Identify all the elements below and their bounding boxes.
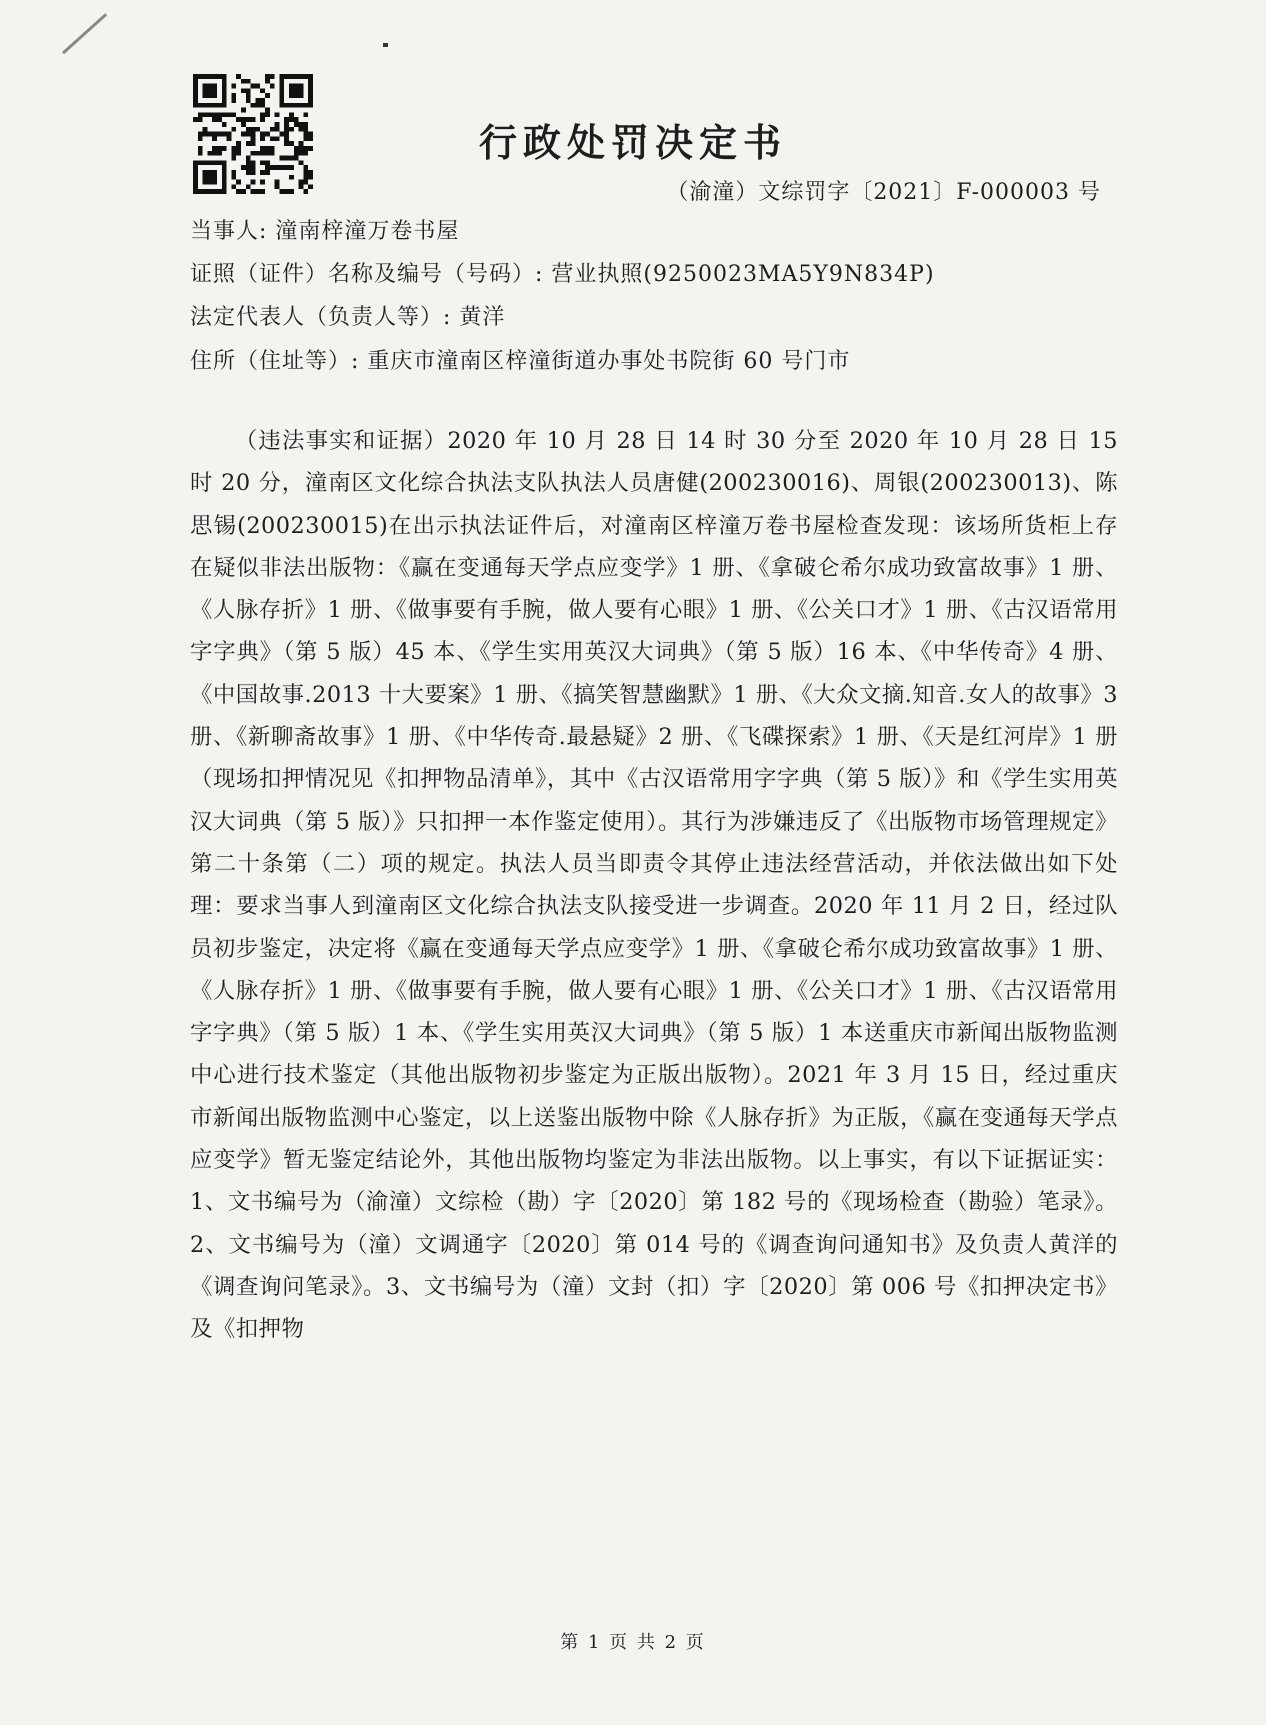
scan-scratch-mark [62,13,107,54]
party-name-line: 当事人: 潼南梓潼万卷书屋 [190,219,460,244]
license-line: 证照（证件）名称及编号（号码）: 营业执照(9250023MA5Y9N834P) [190,262,935,287]
violation-facts-paragraph: （违法事实和证据）2020 年 10 月 28 日 14 时 30 分至 2020 年 10 月 28 日 15 时 20 分，潼南区文化综合执法支队执法人员唐健(200230016)、周银(200230013)、陈思锡(200230015)在出示执法证件后，对潼南区梓潼万卷书屋检查发现：该场所货柜上存在疑似非法出版物：《赢在变通每天学点应变学》1 册、《拿破仑希尔成功致富故事》1 册、《人脉存折》1 册、《做事要有手腕，做人要有心眼》1 册、《公关口才》1 册、《古汉语常用字字典》（第 5 版）45 本、《学生实用英汉大词典》（第 5 版）16 本、《中华传奇》4 册、《中国故事.2013 十大要案》1 册、《搞笑智慧幽默》1 册、《大众文摘.知音.女人的故事》3 册、《新聊斋故事》1 册、《中华传奇.最悬疑》2 册、《飞碟探索》1 册、《天是红河岸》1 册（现场扣押情况见《扣押物品清单》，其中《古汉语常用字字典（第 5 版）》和《学生实用英汉大词典（第 5 版）》只扣押一本作鉴定使用）。其行为涉嫌违反了《出版物市场管理规定》第二十条第（二）项的规定。执法人员当即责令其停止违法经营活动，并依法做出如下处理：要求当事人到潼南区文化综合执法支队接受进一步调查。2020 年 11 月 2 日，经过队员初步鉴定，决定将《赢在变通每天学点应变学》1 册、《拿破仑希尔成功致富故事》1 册、《人脉存折》1 册、《做事要有手腕，做人要有心眼》1 册、《公关口才》1 册、《古汉语常用字字典》（第 5 版）1 本、《学生实用英汉大词典》（第 5 版）1 本送重庆市新闻出版物监测中心进行技术鉴定（其他出版物初步鉴定为正版出版物）。2021 年 3 月 15 日，经过重庆市新闻出版物监测中心鉴定，以上送鉴出版物中除《人脉存折》为正版，《赢在变通每天学点应变学》暂无鉴定结论外，其他出版物均鉴定为非法出版物。以上事实，有以下证据证实：1、文书编号为（渝潼）文综检（勘）字〔2020〕第 182 号的《现场检查（勘验）笔录》。2、文书编号为（潼）文调通字〔2020〕第 014 号的《调查询问通知书》及负责人黄洋的《调查询问笔录》。3、文书编号为（潼）文封（扣）字〔2020〕第 006 号《扣押决定书》及《扣押物 [190,428,1118,1343]
address-line: 住所（住址等）: 重庆市潼南区梓潼街道办事处书院街 60 号门市 [190,349,851,374]
legal-representative-line: 法定代表人（负责人等）: 黄洋 [190,305,506,330]
document-title: 行政处罚决定书 [478,120,787,165]
scan-speck [383,43,388,47]
page-number: 第 1 页 共 2 页 [560,1632,706,1653]
document-number: （渝潼）文综罚字〔2021〕F-000003 号 [666,180,1101,205]
